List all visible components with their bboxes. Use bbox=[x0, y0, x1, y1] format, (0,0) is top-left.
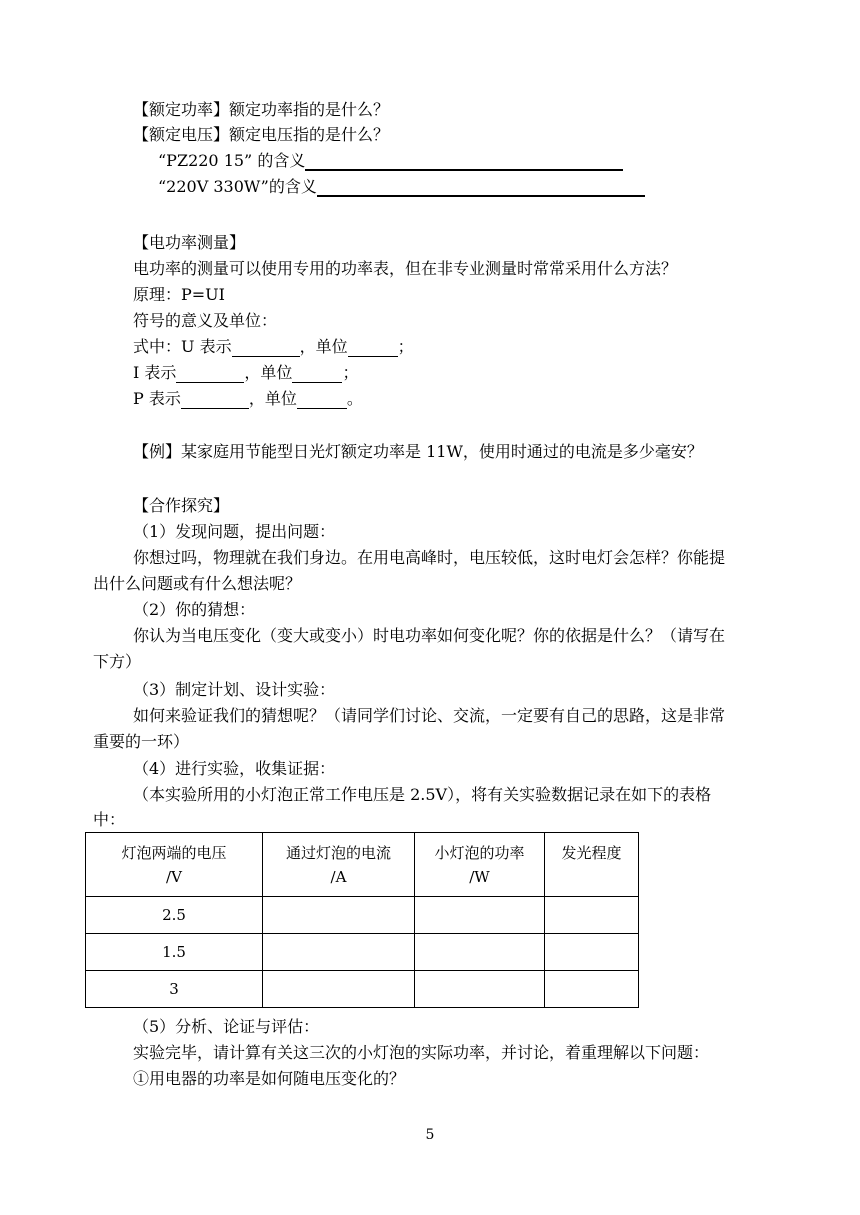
header-voltage-unit: /V bbox=[166, 867, 182, 886]
unit-label: ，单位 bbox=[299, 337, 348, 356]
table-row bbox=[86, 971, 639, 1008]
step5-text-a: 实验完毕，请计算有关这三次的小灯泡的实际功率，并讨论，着重理解以下问题： bbox=[133, 1043, 710, 1062]
step2-heading: （2）你的猜想： bbox=[133, 600, 256, 619]
brightness-cell[interactable] bbox=[545, 971, 639, 1008]
header-power-label: 小灯泡的功率 bbox=[434, 843, 525, 862]
current-cell[interactable] bbox=[263, 934, 415, 971]
step4-text-b: 中： bbox=[93, 810, 126, 829]
unit-label: ，单位 bbox=[248, 389, 297, 408]
voltage-cell: 1.5 bbox=[86, 934, 263, 971]
step4-text-a: （本实验所用的小灯泡正常工作电压是 2.5V），将有关实验数据记录在如下的表格 bbox=[133, 785, 712, 804]
symbol-p-label: P 表示 bbox=[133, 389, 181, 408]
current-cell[interactable] bbox=[263, 897, 415, 934]
meaning-220v-line bbox=[158, 177, 645, 197]
meaning-pz220-label: “PZ220 15” 的含义 bbox=[158, 151, 306, 170]
symbol-p-line bbox=[133, 389, 363, 409]
step3-heading: （3）制定计划、设计实验： bbox=[133, 680, 336, 699]
symbol-i-line bbox=[133, 363, 358, 383]
meaning-pz220-line bbox=[158, 151, 623, 171]
step2-text-a: 你认为当电压变化（变大或变小）时电功率如何变化呢？你的依据是什么？（请写在 bbox=[133, 626, 726, 645]
table-row bbox=[86, 897, 639, 934]
blank-field[interactable] bbox=[181, 392, 249, 409]
rated-voltage-question: 【额定电压】额定电压指的是什么？ bbox=[133, 125, 390, 144]
punct: 。 bbox=[346, 389, 363, 408]
blank-field[interactable] bbox=[176, 366, 244, 383]
example-question: 【例】某家庭用节能型日光灯额定功率是 11W，使用时通过的电流是多少毫安？ bbox=[133, 442, 703, 461]
symbol-u-label: 式中：U 表示 bbox=[133, 337, 232, 356]
header-voltage-label: 灯泡两端的电压 bbox=[121, 843, 227, 862]
table-row bbox=[86, 934, 639, 971]
header-current-unit: /A bbox=[330, 867, 347, 886]
experiment-table bbox=[85, 832, 639, 1008]
brightness-cell[interactable] bbox=[545, 934, 639, 971]
header-power bbox=[415, 833, 545, 897]
step5-text-b: ①用电器的功率是如何随电压变化的？ bbox=[133, 1069, 406, 1088]
symbols-heading: 符号的意义及单位： bbox=[133, 311, 278, 330]
blank-field[interactable] bbox=[292, 366, 342, 383]
current-cell[interactable] bbox=[263, 971, 415, 1008]
voltage-cell: 2.5 bbox=[86, 897, 263, 934]
power-cell[interactable] bbox=[415, 971, 545, 1008]
table-header-row bbox=[86, 833, 639, 897]
measure-heading: 【电功率测量】 bbox=[133, 233, 246, 252]
power-cell[interactable] bbox=[415, 897, 545, 934]
answer-line[interactable] bbox=[305, 151, 623, 171]
step1-heading: （1）发现问题，提出问题： bbox=[133, 522, 336, 541]
coop-heading: 【合作探究】 bbox=[133, 496, 230, 515]
step3-text-a: 如何来验证我们的猜想呢？（请同学们讨论、交流，一定要有自己的思路，这是非常 bbox=[133, 706, 726, 725]
rated-power-question: 【额定功率】额定功率指的是什么？ bbox=[133, 100, 390, 119]
symbol-u-line bbox=[133, 337, 414, 357]
step5-heading: （5）分析、论证与评估： bbox=[133, 1017, 320, 1036]
step2-text-b: 下方） bbox=[93, 652, 142, 671]
voltage-cell: 3 bbox=[86, 971, 263, 1008]
step1-text-b: 出什么问题或有什么想法呢？ bbox=[93, 574, 302, 593]
header-brightness bbox=[545, 833, 639, 897]
header-current bbox=[263, 833, 415, 897]
blank-field[interactable] bbox=[297, 392, 347, 409]
header-power-unit: /W bbox=[469, 867, 490, 886]
blank-field[interactable] bbox=[348, 340, 398, 357]
symbol-i-label: I 表示 bbox=[133, 363, 177, 382]
principle: 原理：P=UI bbox=[133, 285, 225, 304]
punct: ； bbox=[397, 337, 414, 356]
header-brightness-label: 发光程度 bbox=[561, 844, 622, 862]
header-voltage bbox=[86, 833, 263, 897]
answer-line[interactable] bbox=[317, 177, 645, 197]
punct: ； bbox=[342, 363, 359, 382]
brightness-cell[interactable] bbox=[545, 897, 639, 934]
step4-heading: （4）进行实验，收集证据： bbox=[133, 759, 336, 778]
measure-question: 电功率的测量可以使用专用的功率表，但在非专业测量时常常采用什么方法？ bbox=[133, 259, 678, 278]
step3-text-b: 重要的一环） bbox=[93, 732, 190, 751]
step1-text-a: 你想过吗，物理就在我们身边。在用电高峰时，电压较低，这时电灯会怎样？你能提 bbox=[133, 548, 726, 567]
header-current-label: 通过灯泡的电流 bbox=[285, 843, 391, 862]
power-cell[interactable] bbox=[415, 934, 545, 971]
meaning-220v-label: “220V 330W”的含义 bbox=[158, 177, 317, 196]
blank-field[interactable] bbox=[232, 340, 300, 357]
unit-label: ，单位 bbox=[244, 363, 293, 382]
page-number: 5 bbox=[425, 1127, 435, 1143]
